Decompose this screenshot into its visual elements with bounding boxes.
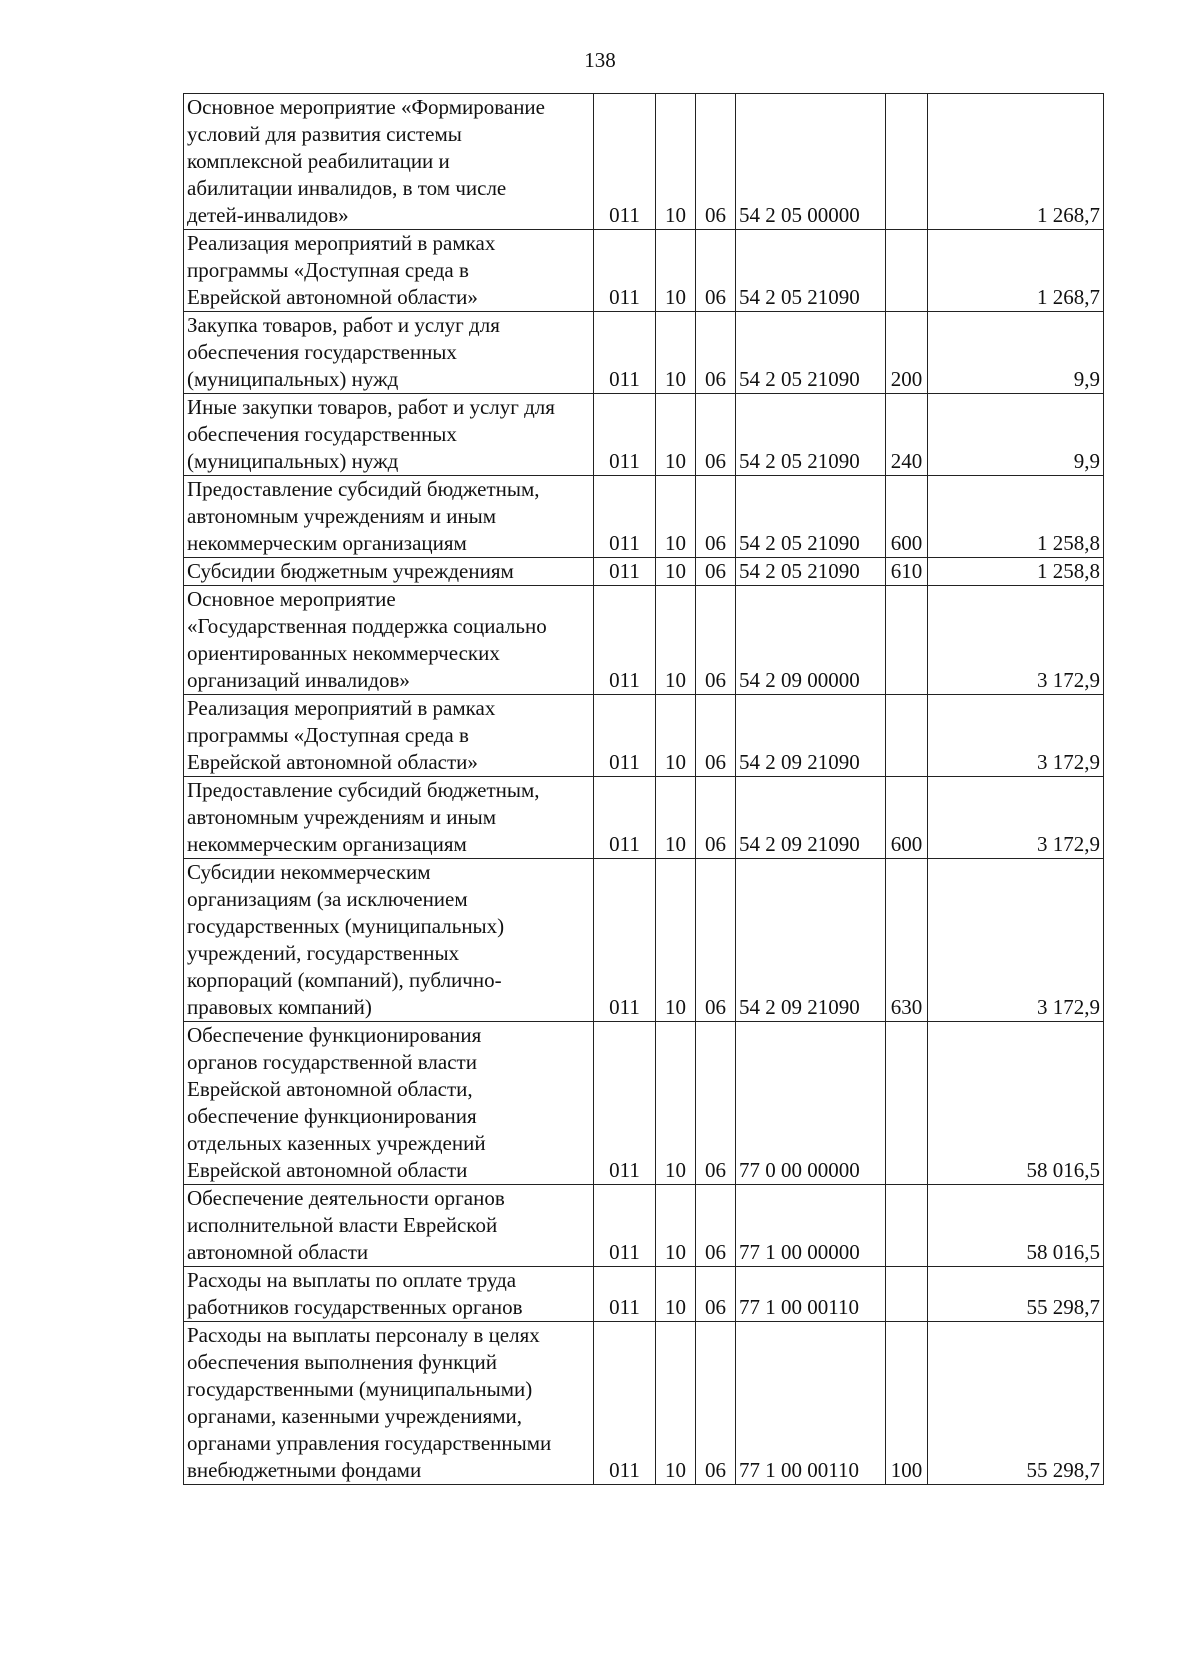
item-name-line: Субсидии некоммерческим <box>187 860 431 884</box>
item-name-line: органами управления государственными <box>187 1431 552 1455</box>
amount-cell: 3 172,9 <box>928 586 1104 695</box>
target-article-cell: 54 2 05 21090 <box>736 312 886 394</box>
item-name-cell <box>184 777 594 859</box>
item-name-line: обеспечение функционирования <box>187 1104 477 1128</box>
item-name-line: Расходы на выплаты персоналу в целях <box>187 1323 540 1347</box>
ministry-code-cell: 011 <box>594 1185 656 1267</box>
item-name-line: внебюджетными фондами <box>187 1458 422 1482</box>
item-name-line: автономным учреждениям и иным <box>187 504 497 528</box>
table-row <box>184 394 1104 476</box>
expense-type-cell <box>886 586 928 695</box>
section-code-cell: 10 <box>656 859 696 1022</box>
item-name-cell <box>184 94 594 230</box>
item-name-line: комплексной реабилитации и <box>187 149 450 173</box>
item-name-line: государственных (муниципальных) <box>187 914 505 938</box>
expense-type-cell: 200 <box>886 312 928 394</box>
item-name-cell <box>184 1267 594 1322</box>
item-name-cell <box>184 859 594 1022</box>
subsection-code-cell: 06 <box>696 1267 736 1322</box>
ministry-code-cell: 011 <box>594 777 656 859</box>
item-name-line: абилитации инвалидов, в том числе <box>187 176 507 200</box>
table-row <box>184 312 1104 394</box>
item-name-cell <box>184 1322 594 1485</box>
subsection-code-cell: 06 <box>696 1185 736 1267</box>
target-article-cell: 54 2 05 00000 <box>736 94 886 230</box>
item-name-line: обеспечения государственных <box>187 422 457 446</box>
target-article-cell: 54 2 09 21090 <box>736 859 886 1022</box>
expense-type-cell: 610 <box>886 558 928 586</box>
amount-cell: 9,9 <box>928 394 1104 476</box>
item-name-line: работников государственных органов <box>187 1295 523 1319</box>
section-code-cell: 10 <box>656 94 696 230</box>
item-name-line: «Государственная поддержка социально <box>187 614 547 638</box>
target-article-cell: 54 2 09 21090 <box>736 695 886 777</box>
expense-type-cell <box>886 1022 928 1185</box>
amount-cell: 58 016,5 <box>928 1022 1104 1185</box>
item-name-line: Расходы на выплаты по оплате труда <box>187 1268 517 1292</box>
section-code-cell: 10 <box>656 1185 696 1267</box>
ministry-code-cell: 011 <box>594 859 656 1022</box>
expense-type-cell <box>886 695 928 777</box>
target-article-cell: 77 1 00 00000 <box>736 1185 886 1267</box>
ministry-code-cell: 011 <box>594 695 656 777</box>
subsection-code-cell: 06 <box>696 1322 736 1485</box>
ministry-code-cell: 011 <box>594 586 656 695</box>
table-row <box>184 94 1104 230</box>
item-name-line: программы «Доступная среда в <box>187 258 469 282</box>
item-name-line: некоммерческим организациям <box>187 832 467 856</box>
section-code-cell: 10 <box>656 695 696 777</box>
table-row <box>184 695 1104 777</box>
expense-type-cell <box>886 1185 928 1267</box>
item-name-line: Еврейской автономной области <box>187 1158 468 1182</box>
target-article-cell: 54 2 09 21090 <box>736 777 886 859</box>
item-name-line: Обеспечение функционирования <box>187 1023 482 1047</box>
amount-cell: 55 298,7 <box>928 1322 1104 1485</box>
item-name-line: (муниципальных) нужд <box>187 449 399 473</box>
subsection-code-cell: 06 <box>696 558 736 586</box>
item-name-line: обеспечения государственных <box>187 340 457 364</box>
expense-type-cell: 240 <box>886 394 928 476</box>
amount-cell: 1 258,8 <box>928 558 1104 586</box>
item-name-line: Субсидии бюджетным учреждениям <box>187 559 514 583</box>
expense-type-cell: 600 <box>886 476 928 558</box>
item-name-line: условий для развития системы <box>187 122 462 146</box>
item-name-cell <box>184 586 594 695</box>
section-code-cell: 10 <box>656 586 696 695</box>
subsection-code-cell: 06 <box>696 230 736 312</box>
table-body <box>184 94 1104 1485</box>
section-code-cell: 10 <box>656 230 696 312</box>
section-code-cell: 10 <box>656 1267 696 1322</box>
item-name-line: обеспечения выполнения функций <box>187 1350 498 1374</box>
item-name-line: ориентированных некоммерческих <box>187 641 500 665</box>
item-name-line: программы «Доступная среда в <box>187 723 469 747</box>
item-name-line: Основное мероприятие «Формирование <box>187 95 545 119</box>
table-row <box>184 476 1104 558</box>
subsection-code-cell: 06 <box>696 695 736 777</box>
item-name-cell <box>184 230 594 312</box>
table-row <box>184 1267 1104 1322</box>
item-name-line: Еврейской автономной области» <box>187 750 478 774</box>
budget-table <box>183 93 1104 1485</box>
expense-type-cell <box>886 1267 928 1322</box>
amount-cell: 9,9 <box>928 312 1104 394</box>
item-name-line: (муниципальных) нужд <box>187 367 399 391</box>
item-name-line: Основное мероприятие <box>187 587 396 611</box>
item-name-line: детей-инвалидов» <box>187 203 349 227</box>
item-name-line: органами, казенными учреждениями, <box>187 1404 523 1428</box>
amount-cell: 3 172,9 <box>928 859 1104 1022</box>
item-name-line: Закупка товаров, работ и услуг для <box>187 313 500 337</box>
ministry-code-cell: 011 <box>594 558 656 586</box>
section-code-cell: 10 <box>656 476 696 558</box>
table-row <box>184 777 1104 859</box>
subsection-code-cell: 06 <box>696 777 736 859</box>
amount-cell: 58 016,5 <box>928 1185 1104 1267</box>
section-code-cell: 10 <box>656 394 696 476</box>
item-name-line: Обеспечение деятельности органов <box>187 1186 505 1210</box>
item-name-cell <box>184 558 594 586</box>
target-article-cell: 77 1 00 00110 <box>736 1322 886 1485</box>
section-code-cell: 10 <box>656 777 696 859</box>
item-name-line: Реализация мероприятий в рамках <box>187 231 496 255</box>
target-article-cell: 54 2 05 21090 <box>736 476 886 558</box>
item-name-line: автономным учреждениям и иным <box>187 805 497 829</box>
subsection-code-cell: 06 <box>696 476 736 558</box>
subsection-code-cell: 06 <box>696 312 736 394</box>
table-row <box>184 230 1104 312</box>
amount-cell: 3 172,9 <box>928 777 1104 859</box>
ministry-code-cell: 011 <box>594 230 656 312</box>
target-article-cell: 77 1 00 00110 <box>736 1267 886 1322</box>
table-row <box>184 1322 1104 1485</box>
table-row <box>184 1185 1104 1267</box>
ministry-code-cell: 011 <box>594 476 656 558</box>
subsection-code-cell: 06 <box>696 1022 736 1185</box>
item-name-line: правовых компаний) <box>187 995 372 1019</box>
target-article-cell: 54 2 05 21090 <box>736 394 886 476</box>
ministry-code-cell: 011 <box>594 1322 656 1485</box>
item-name-line: учреждений, государственных <box>187 941 460 965</box>
section-code-cell: 10 <box>656 312 696 394</box>
amount-cell: 3 172,9 <box>928 695 1104 777</box>
table-row <box>184 586 1104 695</box>
item-name-line: Еврейской автономной области» <box>187 285 478 309</box>
expense-type-cell <box>886 230 928 312</box>
subsection-code-cell: 06 <box>696 394 736 476</box>
item-name-cell <box>184 476 594 558</box>
item-name-line: государственными (муниципальными) <box>187 1377 533 1401</box>
ministry-code-cell: 011 <box>594 312 656 394</box>
item-name-line: организаций инвалидов» <box>187 668 410 692</box>
section-code-cell: 10 <box>656 558 696 586</box>
ministry-code-cell: 011 <box>594 1022 656 1185</box>
target-article-cell: 54 2 05 21090 <box>736 558 886 586</box>
section-code-cell: 10 <box>656 1322 696 1485</box>
ministry-code-cell: 011 <box>594 394 656 476</box>
item-name-line: Еврейской автономной области, <box>187 1077 473 1101</box>
item-name-cell <box>184 394 594 476</box>
subsection-code-cell: 06 <box>696 586 736 695</box>
table-row <box>184 558 1104 586</box>
item-name-cell <box>184 695 594 777</box>
target-article-cell: 54 2 05 21090 <box>736 230 886 312</box>
page-number: 138 <box>584 48 616 72</box>
item-name-line: органов государственной власти <box>187 1050 477 1074</box>
item-name-line: Предоставление субсидий бюджетным, <box>187 477 540 501</box>
item-name-line: Иные закупки товаров, работ и услуг для <box>187 395 555 419</box>
item-name-cell <box>184 1022 594 1185</box>
ministry-code-cell: 011 <box>594 1267 656 1322</box>
amount-cell: 1 258,8 <box>928 476 1104 558</box>
item-name-line: автономной области <box>187 1240 369 1264</box>
target-article-cell: 54 2 09 00000 <box>736 586 886 695</box>
amount-cell: 1 268,7 <box>928 94 1104 230</box>
item-name-line: некоммерческим организациям <box>187 531 467 555</box>
expense-type-cell <box>886 94 928 230</box>
item-name-line: отдельных казенных учреждений <box>187 1131 486 1155</box>
item-name-line: Предоставление субсидий бюджетным, <box>187 778 540 802</box>
section-code-cell: 10 <box>656 1022 696 1185</box>
item-name-line: исполнительной власти Еврейской <box>187 1213 498 1237</box>
amount-cell: 55 298,7 <box>928 1267 1104 1322</box>
target-article-cell: 77 0 00 00000 <box>736 1022 886 1185</box>
item-name-line: корпораций (компаний), публично- <box>187 968 502 992</box>
table-row <box>184 1022 1104 1185</box>
item-name-cell <box>184 312 594 394</box>
expense-type-cell: 600 <box>886 777 928 859</box>
item-name-cell <box>184 1185 594 1267</box>
subsection-code-cell: 06 <box>696 859 736 1022</box>
item-name-line: организациям (за исключением <box>187 887 468 911</box>
table-row <box>184 859 1104 1022</box>
ministry-code-cell: 011 <box>594 94 656 230</box>
expense-type-cell: 630 <box>886 859 928 1022</box>
expense-type-cell: 100 <box>886 1322 928 1485</box>
amount-cell: 1 268,7 <box>928 230 1104 312</box>
subsection-code-cell: 06 <box>696 94 736 230</box>
item-name-line: Реализация мероприятий в рамках <box>187 696 496 720</box>
